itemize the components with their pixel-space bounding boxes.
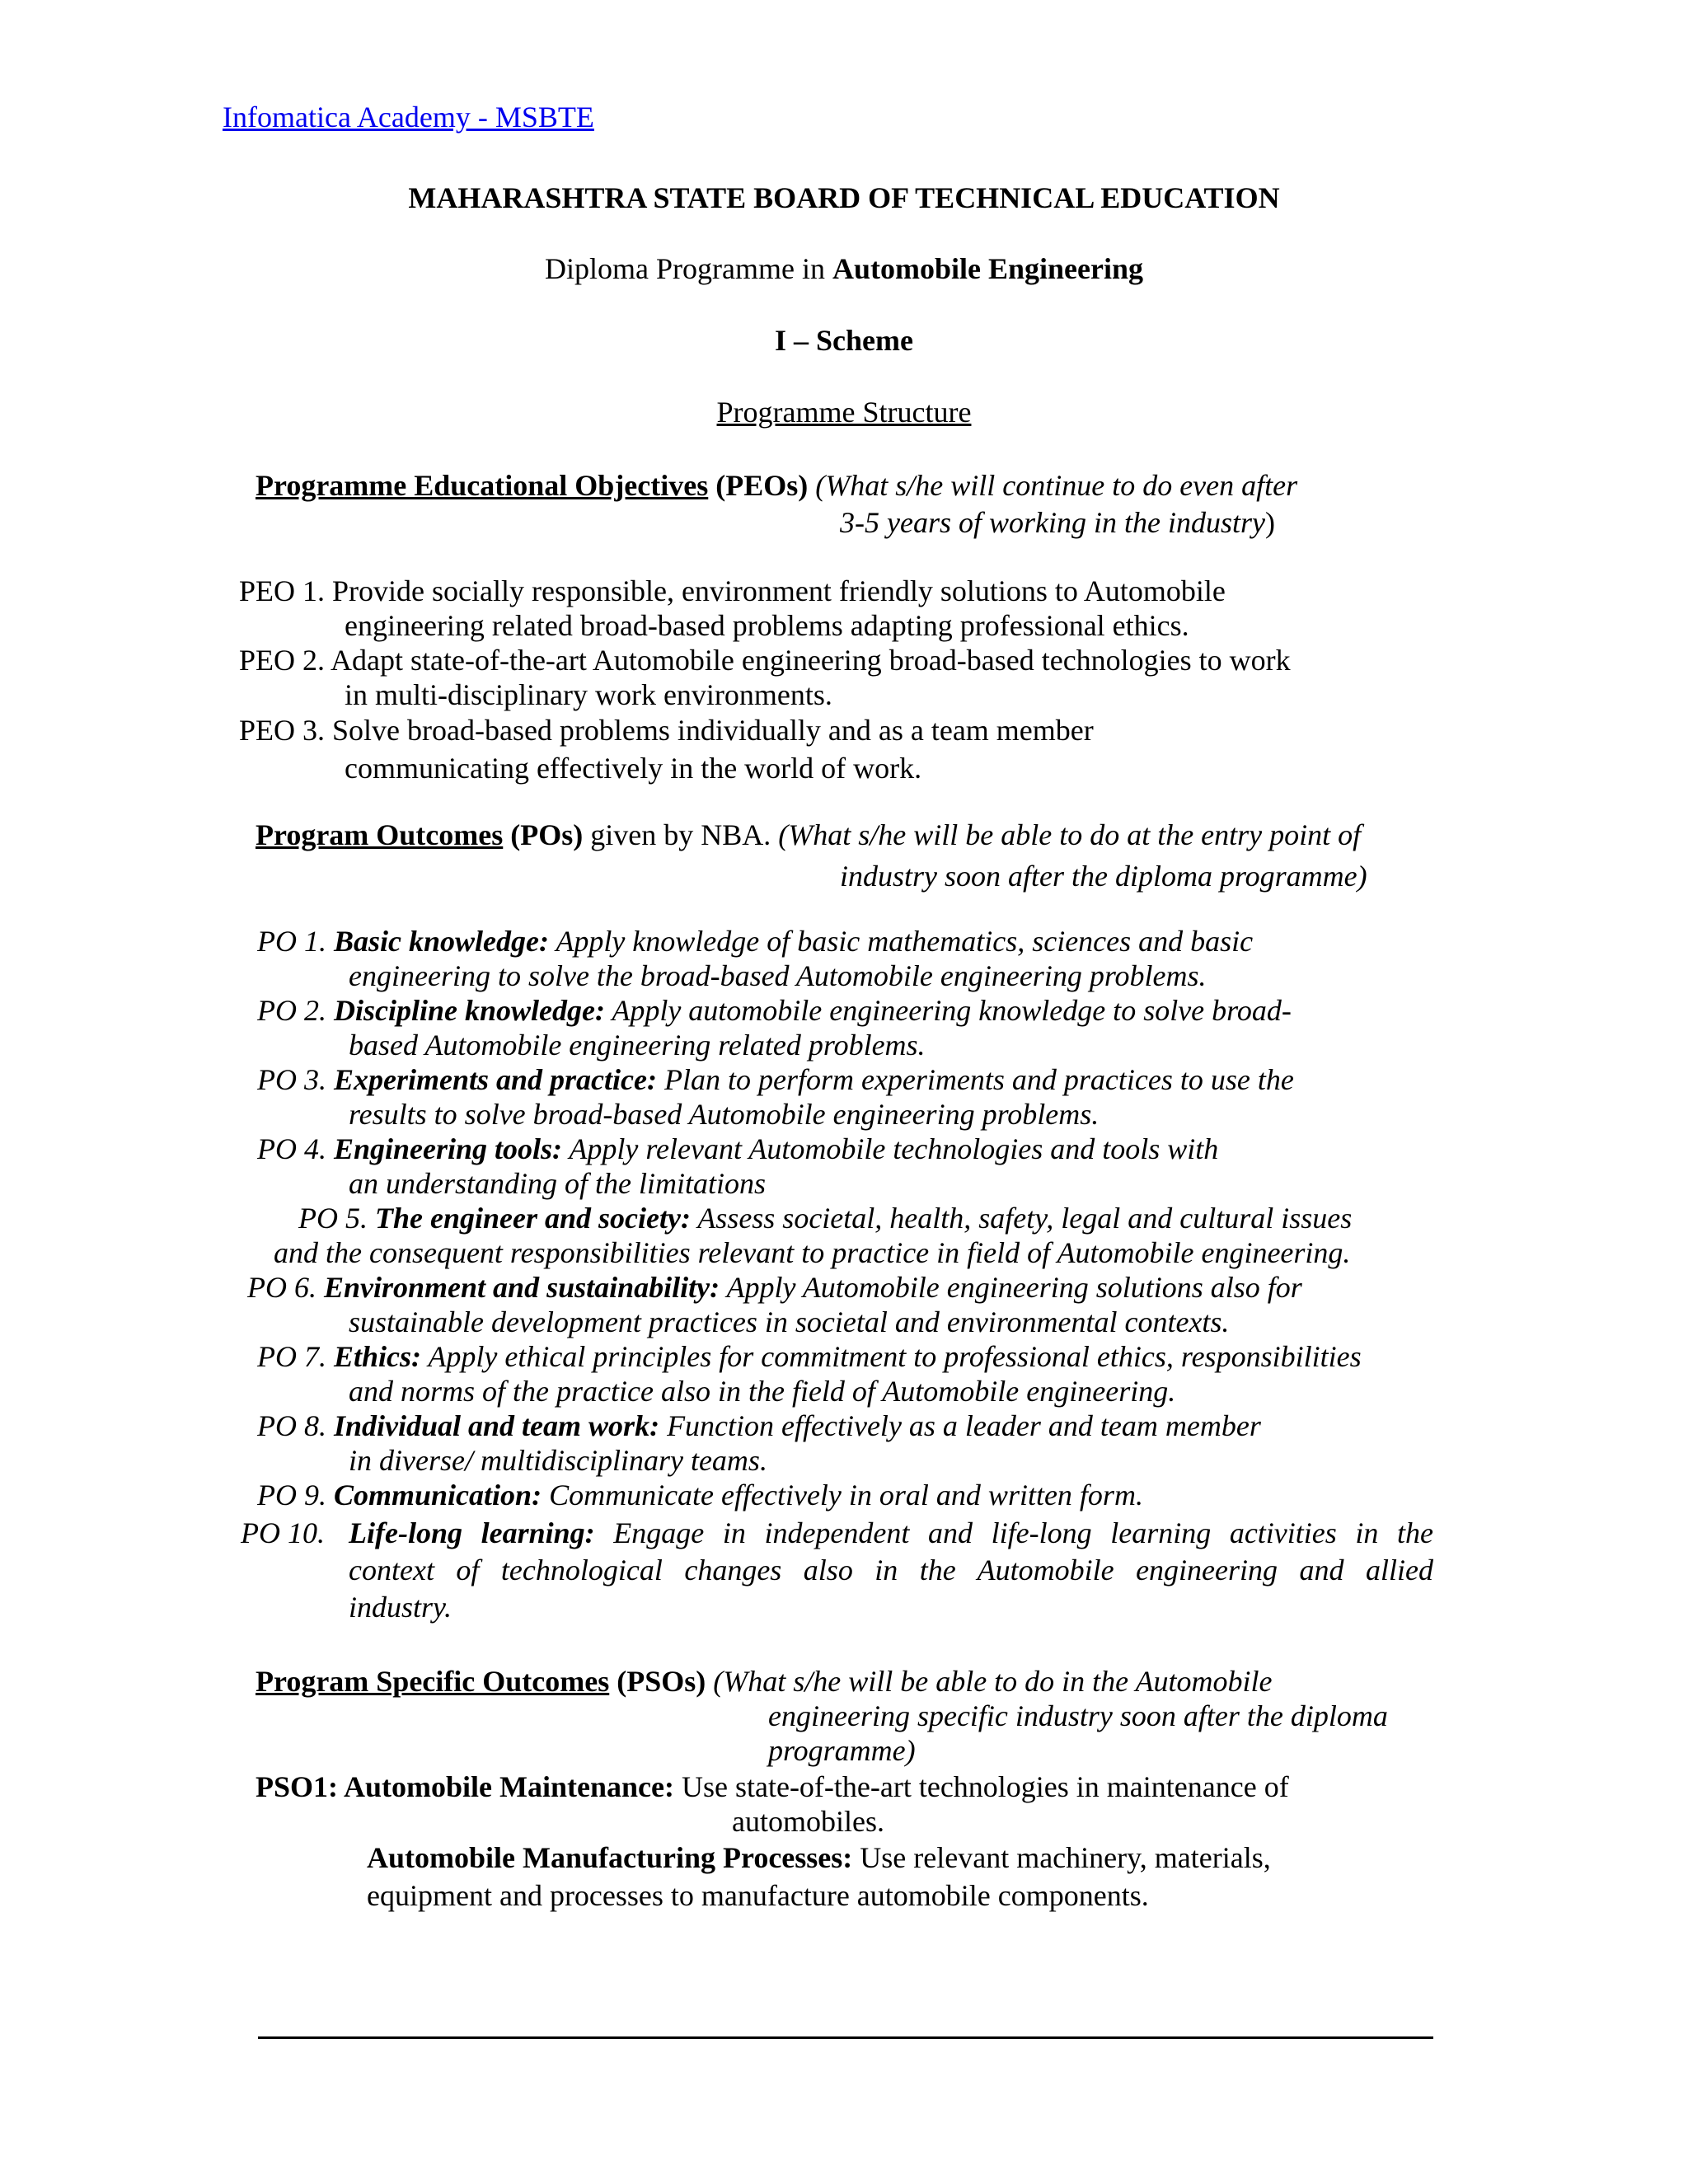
programme-line <box>0 252 1688 285</box>
po-note-1: (What s/he will be able to do at the entry point of <box>778 818 1362 851</box>
po-6-text: Apply Automobile engineering solutions also for <box>720 1271 1302 1304</box>
po-9-text: Communicate effectively in oral and written form. <box>542 1479 1143 1511</box>
po-8-title: Individual and team work: <box>334 1409 660 1442</box>
scheme-title: I – Scheme <box>775 324 913 357</box>
peo-2-line-2: in multi-disciplinary work environments. <box>345 678 832 711</box>
po-3-num: PO 3. <box>257 1063 334 1096</box>
po-3-title: Experiments and practice: <box>334 1063 657 1096</box>
board-title: MAHARASHTRA STATE BOARD OF TECHNICAL EDUCATION <box>408 181 1280 214</box>
po-note-2: industry soon after the diploma programme) <box>840 860 1367 893</box>
po-abbr: (POs) <box>503 818 591 851</box>
po-4-num: PO 4. <box>257 1132 334 1165</box>
pso-note-1: (What s/he will be able to do in the Automobile <box>713 1665 1273 1698</box>
po-7 <box>257 1340 1362 1373</box>
po-1-text: Apply knowledge of basic mathematics, sciences and basic <box>548 925 1254 958</box>
po-4 <box>257 1132 1218 1165</box>
po-8-cont: in diverse/ multidisciplinary teams. <box>349 1444 767 1477</box>
po-given-by: given by NBA. <box>590 818 779 851</box>
po-7-num: PO 7. <box>257 1340 334 1373</box>
peo-1-line-2: engineering related broad-based problems adapting professional ethics. <box>345 609 1189 642</box>
pso-2-cont: equipment and processes to manufacture automobile components. <box>367 1879 1149 1912</box>
po-5 <box>298 1202 1352 1235</box>
infomatica-link[interactable]: Infomatica Academy - MSBTE <box>223 101 594 134</box>
po-4-cont: an understanding of the limitations <box>349 1167 767 1200</box>
po-4-text: Apply relevant Automobile technologies and tools with <box>562 1132 1219 1165</box>
po-6-cont: sustainable development practices in societal and environmental contexts. <box>349 1305 1230 1338</box>
peo-3-line-1: PEO 3. Solve broad-based problems individually and as a team member <box>239 714 1094 747</box>
po-5-cont: and the consequent responsibilities relevant to practice in field of Automobile engineering. <box>274 1236 1351 1269</box>
po-1-num: PO 1. <box>257 925 334 958</box>
pso-heading: Program Specific Outcomes <box>256 1665 610 1698</box>
po-2-title: Discipline knowledge: <box>334 994 605 1027</box>
programme-name: Automobile Engineering <box>832 252 1143 285</box>
po-5-num: PO 5. <box>298 1202 375 1235</box>
pso-1-title: PSO1: Automobile Maintenance: <box>256 1770 674 1803</box>
po-3-text: Plan to perform experiments and practices to use the <box>656 1063 1294 1096</box>
po-3-cont: results to solve broad-based Automobile engineering problems. <box>349 1098 1100 1131</box>
po-10 <box>349 1516 1433 1549</box>
po-10-num: PO 10. <box>241 1516 325 1549</box>
peo-note-close: ) <box>1264 506 1275 539</box>
peo-note-line-2 <box>840 506 1275 539</box>
peo-note-2: 3-5 years of working in the industry <box>840 506 1265 539</box>
pso-note-2: engineering specific industry soon after the diploma <box>768 1699 1388 1732</box>
po-7-text: Apply ethical principles for commitment to professional ethics, responsibilities <box>421 1340 1362 1373</box>
po-7-title: Ethics: <box>334 1340 422 1373</box>
po-10-title: Life-long learning: <box>349 1516 595 1549</box>
po-6-num: PO 6. <box>247 1271 324 1304</box>
pso-1-cont: automobiles. <box>732 1805 884 1838</box>
peo-heading-line <box>256 469 1297 502</box>
pso-1 <box>256 1770 1289 1803</box>
po-2-num: PO 2. <box>257 994 334 1027</box>
po-1-cont: engineering to solve the broad-based Automobile engineering problems. <box>349 959 1207 992</box>
po-8-num: PO 8. <box>257 1409 334 1442</box>
po-8-text: Function effectively as a leader and team member <box>659 1409 1261 1442</box>
po-6-title: Environment and sustainability: <box>324 1271 720 1304</box>
peo-heading: Programme Educational Objectives <box>256 469 709 502</box>
pso-note-3: programme) <box>768 1734 916 1767</box>
po-1-title: Basic knowledge: <box>334 925 549 958</box>
peo-2-line-1: PEO 2. Adapt state-of-the-art Automobile engineering broad-based technologies to work <box>239 644 1291 677</box>
po-2-cont: based Automobile engineering related problems. <box>349 1029 926 1062</box>
po-9-title: Communication: <box>334 1479 542 1511</box>
po-8 <box>257 1409 1261 1442</box>
po-6 <box>247 1271 1302 1304</box>
po-2-text: Apply automobile engineering knowledge to solve broad- <box>604 994 1292 1027</box>
po-3 <box>257 1063 1294 1096</box>
pso-abbr: (PSOs) <box>609 1665 714 1698</box>
po-10-cont-1: context of technological changes also in the Automobile engineering and allied <box>349 1554 1433 1586</box>
peo-3-line-2: communicating effectively in the world of work. <box>345 752 922 785</box>
po-1 <box>257 925 1253 958</box>
peo-note-1: (What s/he will continue to do even after <box>815 469 1298 502</box>
pso-2 <box>367 1841 1271 1874</box>
peo-1-line-1: PEO 1. Provide socially responsible, environment friendly solutions to Automobile <box>239 574 1226 607</box>
structure-title: Programme Structure <box>716 396 972 429</box>
peo-abbr: (PEOs) <box>708 469 816 502</box>
po-2 <box>257 994 1292 1027</box>
pso-heading-line <box>256 1665 1273 1698</box>
pso-1-text: Use state-of-the-art technologies in maintenance of <box>673 1770 1289 1803</box>
po-9 <box>257 1479 1143 1511</box>
po-9-num: PO 9. <box>257 1479 334 1511</box>
po-10-text: Engage in independent and life-long learning activities in the <box>594 1516 1433 1549</box>
po-4-title: Engineering tools: <box>334 1132 563 1165</box>
pso-2-title: Automobile Manufacturing Processes: <box>367 1841 853 1874</box>
po-7-cont: and norms of the practice also in the field of Automobile engineering. <box>349 1375 1176 1408</box>
po-5-title: The engineer and society: <box>375 1202 691 1235</box>
programme-prefix: Diploma Programme in <box>545 252 832 285</box>
footer-divider <box>258 2036 1433 2039</box>
po-heading-line <box>256 818 1361 851</box>
pso-2-text: Use relevant machinery, materials, <box>852 1841 1271 1874</box>
po-heading: Program Outcomes <box>256 818 504 851</box>
po-5-text: Assess societal, health, safety, legal and cultural issues <box>690 1202 1353 1235</box>
po-10-cont-2: industry. <box>349 1591 452 1624</box>
